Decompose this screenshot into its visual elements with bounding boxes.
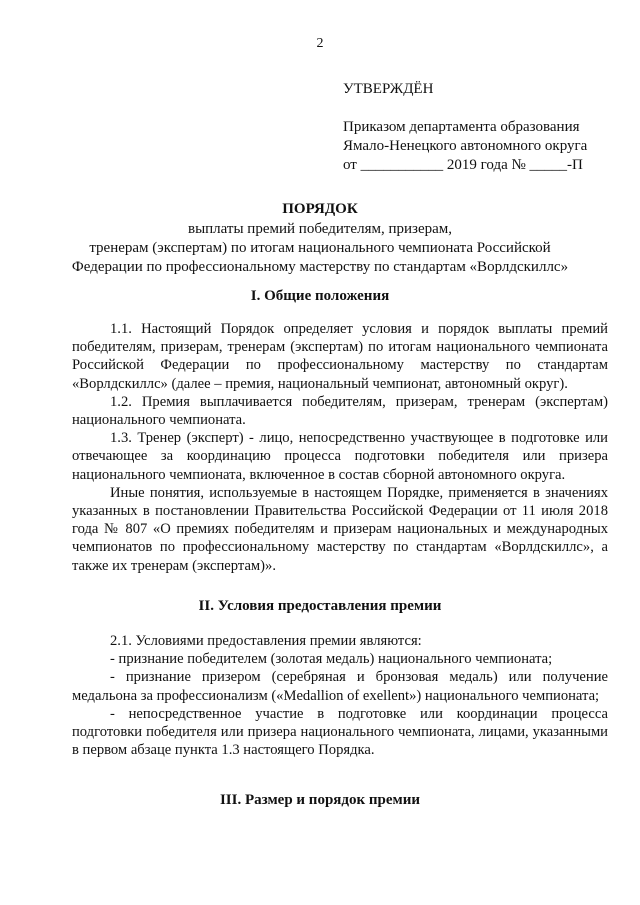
- approval-block: [343, 80, 633, 175]
- document-subtitle-line-1: выплаты премий победителям, призерам,: [187, 221, 453, 237]
- document-title-block: [0, 200, 640, 277]
- approval-line-2: Ямало-Ненецкого автономного округа: [343, 138, 588, 154]
- section-1-body: [72, 320, 608, 575]
- section-2-body: [72, 632, 608, 759]
- section-2-paragraph: 2.1. Условиями предоставления премии являются:: [110, 633, 422, 649]
- approval-title: УТВЕРЖДЁН: [343, 81, 434, 97]
- section-1-heading: I. Общие положения: [250, 288, 390, 304]
- document-subtitle-line-3: Федерации по профессиональному мастерству по стандартам «Ворлдскиллс»: [71, 259, 569, 275]
- section-2-heading: II. Условия предоставления премии: [198, 598, 442, 614]
- section-1-paragraph: 1.1. Настоящий Порядок определяет условия и порядок выплаты премий победителям, призерам, тренерам (экспертам) по итогам национального чемпионата Российской Федерации по профессиональному мастерству по стандартам «Ворлдскиллс» (далее – премия, национальный чемпионат, автономный округ).: [72, 321, 608, 392]
- document-subtitle-line-2: тренерам (экспертам) по итогам национального чемпионата Российской: [89, 240, 551, 256]
- section-2-paragraph: - признание победителем (золотая медаль) национального чемпионата;: [110, 651, 553, 668]
- section-1-paragraph: 1.3. Тренер (эксперт) - лицо, непосредственно участвующее в подготовке или отвечающее за координацию процесса подготовки победителя или призера национального чемпионата, включенное в состав сборной автономного округа.: [72, 430, 608, 483]
- document-title: ПОРЯДОК: [282, 201, 358, 217]
- section-2-paragraph: - признание призером (серебряная и бронзовая медаль) или получение медальона за профессионализм («Medallion of exellent») национального чемпионата;: [72, 669, 608, 704]
- approval-line-1: Приказом департамента образования: [343, 119, 580, 135]
- approval-line-3: от ___________ 2019 года № _____-П: [343, 157, 583, 173]
- page-number: 2: [316, 36, 324, 51]
- section-3-heading: III. Размер и порядок премии: [219, 792, 421, 808]
- section-1-paragraph: 1.2. Премия выплачивается победителям, призерам, тренерам (экспертам) национального чемпионата.: [72, 393, 608, 429]
- section-1-paragraph: Иные понятия, используемые в настоящем Порядке, применяется в значениях указанных в постановлении Правительства Российской Федерации от 11 июля 2018 года № 807 «О премиях победителям и призерам национальных и международных чемпионатов по профессиональному мастерству по стандартам «Ворлдскиллс», а также их тренерам (экспертам)».: [72, 484, 608, 574]
- section-2-paragraph: - непосредственное участие в подготовке или координации процесса подготовки победителя или призера национального чемпионата, лицами, указанными в первом абзаце пункта 1.3 настоящего Порядка.: [72, 705, 608, 759]
